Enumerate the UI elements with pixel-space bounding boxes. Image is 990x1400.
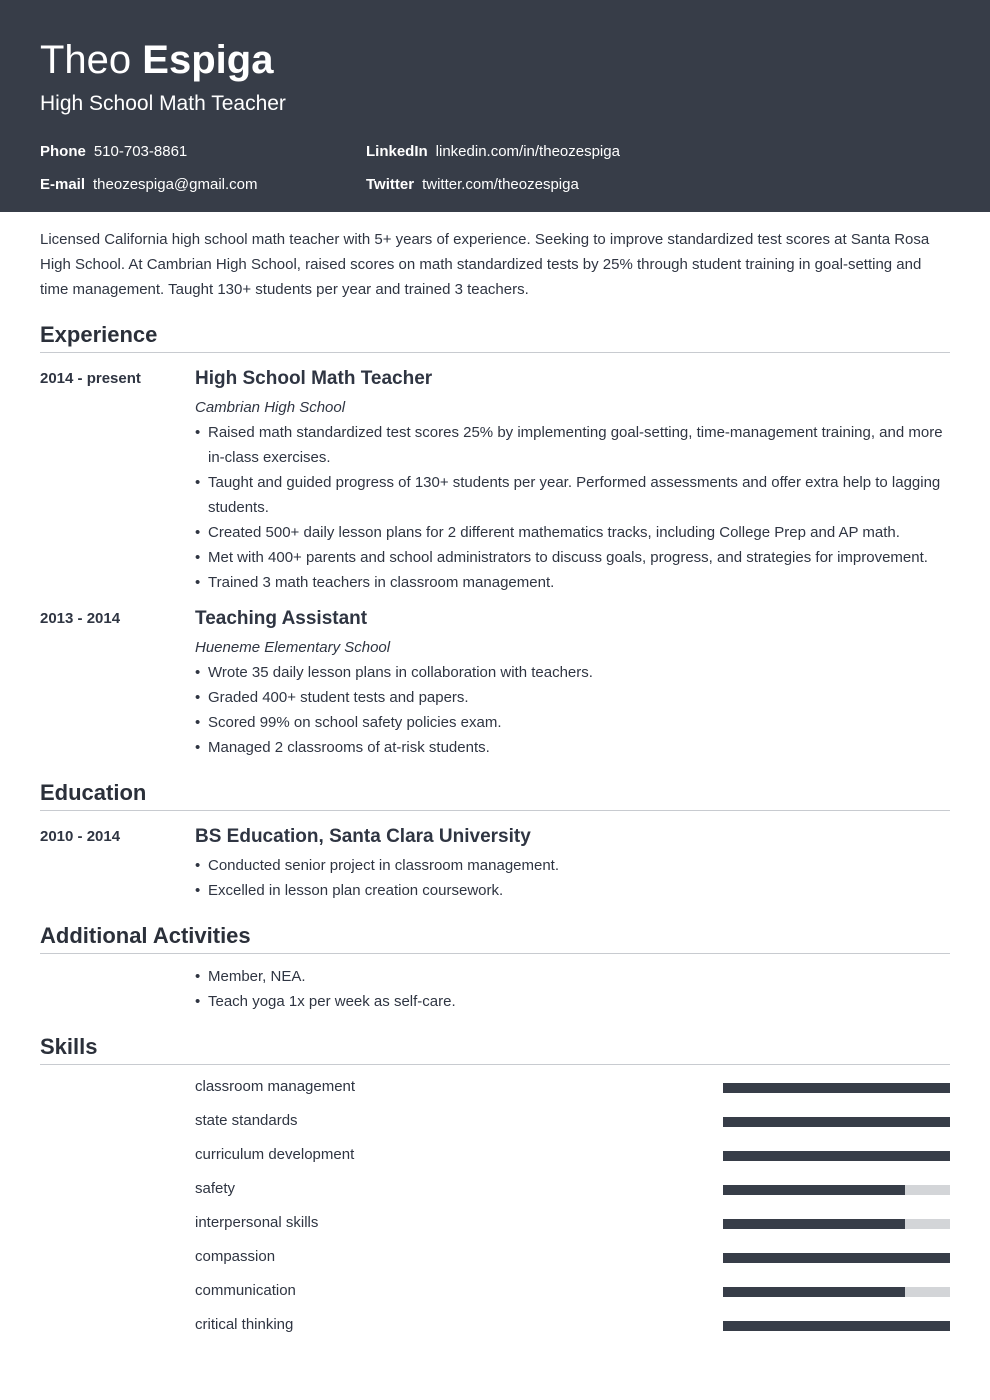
skill-level-fill bbox=[723, 1151, 950, 1161]
candidate-name bbox=[40, 37, 273, 83]
job-bullet: • Managed 2 classrooms of at-risk students. bbox=[195, 735, 950, 760]
skill-level-fill bbox=[723, 1321, 950, 1331]
summary-paragraph: Licensed California high school math teacher with 5+ years of experience. Seeking to improve standardized test scores at Santa Rosa High School. At Cambrian High School, raised scores on math standardized tests by 25% through student training in goal-setting and time management. Taught 130+ students per year and trained 3 teachers. bbox=[40, 231, 930, 298]
contact-twitter bbox=[366, 176, 579, 194]
activity-bullet: • Teach yoga 1x per week as self-care. bbox=[195, 989, 950, 1014]
job-bullet: • Scored 99% on school safety policies exam. bbox=[195, 710, 950, 735]
skill-level-bar bbox=[723, 1151, 950, 1161]
first-name: Theo bbox=[40, 38, 132, 82]
job-bullet: • Trained 3 math teachers in classroom management. bbox=[195, 570, 950, 595]
skill-name: compassion bbox=[195, 1248, 276, 1265]
skill-level-fill bbox=[723, 1219, 905, 1229]
skill-level-bar bbox=[723, 1185, 950, 1195]
skill-row bbox=[195, 1111, 950, 1133]
contact-phone-value[interactable]: 510-703-8861 bbox=[93, 143, 188, 160]
skill-row bbox=[195, 1077, 950, 1099]
job-bullet: • Wrote 35 daily lesson plans in collaboration with teachers. bbox=[195, 660, 950, 685]
job-title: High School Math Teacher bbox=[195, 368, 433, 389]
skill-row bbox=[195, 1281, 950, 1303]
skill-level-bar bbox=[723, 1083, 950, 1093]
job-bullet: • Met with 400+ parents and school administrators to discuss goals, progress, and strategies for improvement. bbox=[195, 545, 950, 570]
skill-row bbox=[195, 1213, 950, 1235]
contact-email bbox=[40, 176, 258, 194]
skill-name: safety bbox=[195, 1180, 236, 1197]
job-dates: 2014 - present bbox=[40, 370, 141, 387]
skill-row bbox=[195, 1145, 950, 1167]
skill-name: interpersonal skills bbox=[195, 1214, 319, 1231]
skill-level-bar bbox=[723, 1117, 950, 1127]
skill-name: critical thinking bbox=[195, 1316, 294, 1333]
skill-level-fill bbox=[723, 1287, 905, 1297]
skill-name: communication bbox=[195, 1282, 296, 1299]
contact-phone-label: Phone bbox=[40, 143, 86, 160]
contact-linkedin-label: LinkedIn bbox=[366, 143, 428, 160]
job-bullet: • Graded 400+ student tests and papers. bbox=[195, 685, 950, 710]
education-bullet-list bbox=[195, 853, 950, 903]
resume-header bbox=[0, 0, 990, 212]
experience-heading: Experience bbox=[40, 322, 950, 353]
contact-phone bbox=[40, 143, 187, 161]
job-dates: 2013 - 2014 bbox=[40, 610, 121, 627]
contact-linkedin-value[interactable]: linkedin.com/in/theozespiga bbox=[435, 143, 620, 160]
activities-heading: Additional Activities bbox=[40, 923, 950, 954]
skill-row bbox=[195, 1315, 950, 1337]
contact-email-label: E-mail bbox=[40, 176, 86, 193]
education-bullet: • Conducted senior project in classroom management. bbox=[195, 853, 950, 878]
contact-email-value[interactable]: theozespiga@gmail.com bbox=[93, 176, 258, 193]
activities-bullet-list bbox=[195, 964, 950, 1014]
education-heading: Education bbox=[40, 780, 950, 811]
job-bullet: • Taught and guided progress of 130+ students per year. Performed assessments and offer extra help to lagging students. bbox=[195, 470, 950, 520]
skill-level-bar bbox=[723, 1321, 950, 1331]
activity-bullet: • Member, NEA. bbox=[195, 964, 950, 989]
skill-row bbox=[195, 1247, 950, 1269]
education-bullet: • Excelled in lesson plan creation coursework. bbox=[195, 878, 950, 903]
job-bullet: • Created 500+ daily lesson plans for 2 different mathematics tracks, including College Prep and AP math. bbox=[195, 520, 950, 545]
candidate-title: High School Math Teacher bbox=[40, 92, 286, 115]
job-organization: Hueneme Elementary School bbox=[195, 639, 391, 656]
skill-row bbox=[195, 1179, 950, 1201]
last-name: Espiga bbox=[142, 38, 274, 82]
education-dates: 2010 - 2014 bbox=[40, 828, 121, 845]
job-bullet-list bbox=[195, 420, 950, 595]
skill-name: classroom management bbox=[195, 1078, 356, 1095]
skills-heading: Skills bbox=[40, 1034, 950, 1065]
skill-level-fill bbox=[723, 1083, 950, 1093]
job-title: Teaching Assistant bbox=[195, 608, 368, 629]
skill-name: curriculum development bbox=[195, 1146, 355, 1163]
skill-level-fill bbox=[723, 1117, 950, 1127]
skill-level-fill bbox=[723, 1253, 950, 1263]
skill-level-bar bbox=[723, 1253, 950, 1263]
skill-name: state standards bbox=[195, 1112, 298, 1129]
skill-level-fill bbox=[723, 1185, 905, 1195]
job-bullet: • Raised math standardized test scores 25% by implementing goal-setting, time-management training, and more in-class exercises. bbox=[195, 420, 950, 470]
education-degree: BS Education, Santa Clara University bbox=[195, 826, 531, 847]
job-bullet-list bbox=[195, 660, 950, 760]
skill-level-bar bbox=[723, 1219, 950, 1229]
contact-linkedin bbox=[366, 143, 620, 161]
skill-level-bar bbox=[723, 1287, 950, 1297]
job-organization: Cambrian High School bbox=[195, 399, 346, 416]
contact-twitter-value[interactable]: twitter.com/theozespiga bbox=[422, 176, 579, 193]
contact-twitter-label: Twitter bbox=[366, 176, 415, 193]
